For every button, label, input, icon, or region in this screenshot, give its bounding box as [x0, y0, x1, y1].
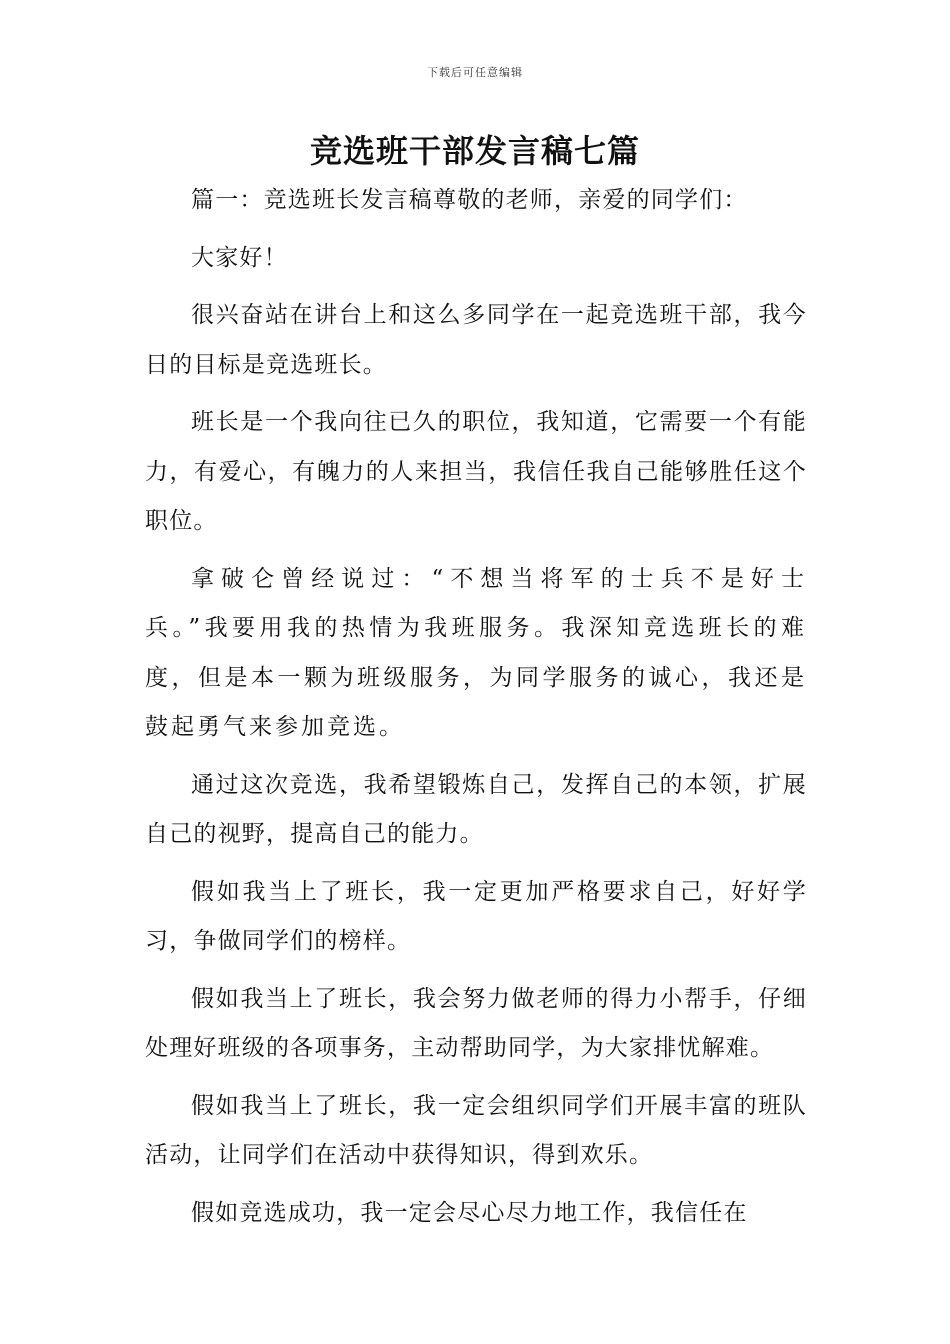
- paragraph: 假如我当上了班长，我会努力做老师的得力小帮手，仔细处理好班级的各项事务，主动帮助同学，为大家排忧解难。: [145, 985, 807, 1061]
- paragraph: 假如竞选成功，我一定会尽心尽力地工作，我信任在: [191, 1199, 748, 1226]
- paragraph: 通过这次竞选，我希望锻炼自己，发挥自己的本领，扩展自己的视野，提高自己的能力。: [145, 771, 807, 847]
- paragraph: 假如我当上了班长，我一定会组织同学们开展丰富的班队活动，让同学们在活动中获得知识，得到欢乐。: [145, 1092, 807, 1168]
- paragraph: 大家好！: [191, 244, 288, 271]
- paragraph: 拿破仑曾经说过：“不想当将军的士兵不是好士兵。”我要用我的热情为我班服务。我深知竞选班长的难度，但是本一颗为班级服务，为同学服务的诚心，我还是鼓起勇气来参加竞选。: [145, 565, 807, 740]
- paragraph: 篇一：竞选班长发言稿尊敬的老师，亲爱的同学们：: [191, 187, 748, 213]
- header-note: 下载后可任意编辑: [427, 66, 523, 79]
- paragraph: 假如我当上了班长，我一定更加严格要求自己，好好学习，争做同学们的榜样。: [145, 878, 807, 954]
- paragraph: 班长是一个我向往已久的职位，我知道，它需要一个有能力，有爱心，有魄力的人来担当，我信任我自己能够胜任这个职位。: [145, 409, 807, 534]
- document-title: 竞选班干部发言稿七篇: [309, 132, 640, 170]
- paragraph: 很兴奋站在讲台上和这么多同学在一起竞选班干部，我今日的目标是竞选班长。: [145, 302, 807, 378]
- document-body: [145, 176, 807, 1238]
